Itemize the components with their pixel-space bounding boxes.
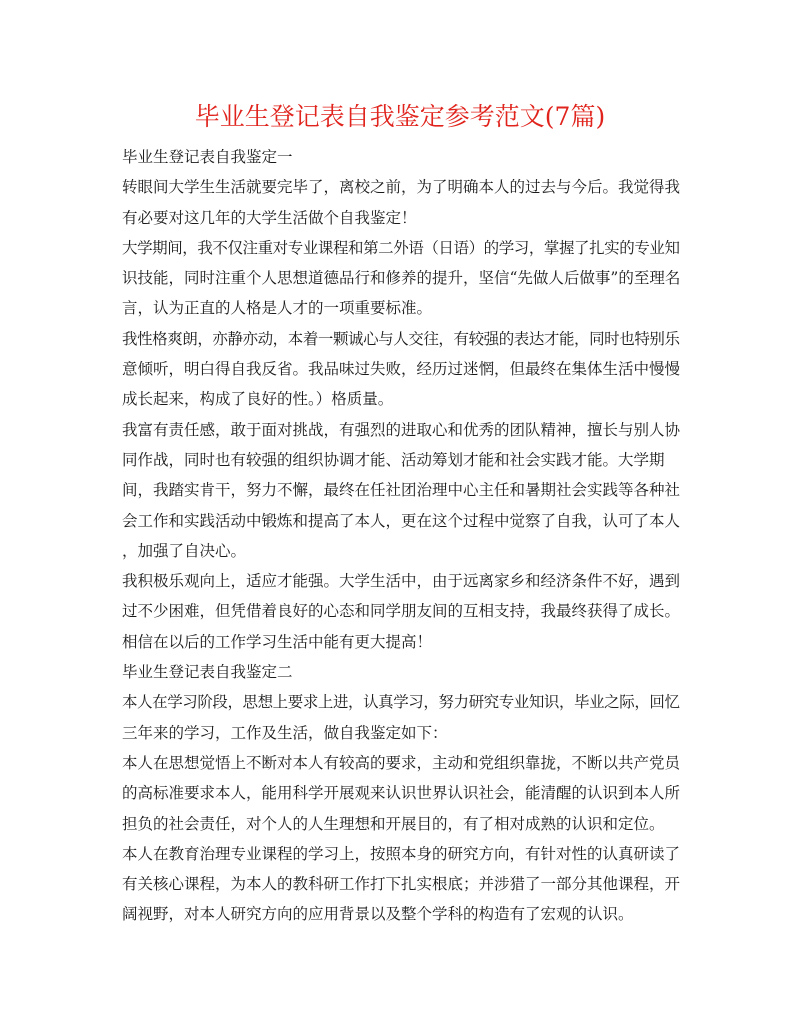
text-line: 担负的社会责任，对个人的人生理想和开展目的，有了相对成熟的认识和定位。: [122, 814, 665, 833]
paragraph: [122, 748, 680, 839]
text-line: 的高标准要求本人，能用科学开展观来认识世界认识社会，能清醒的认识到本人所: [122, 784, 681, 803]
text-line: 本人在学习阶段，思想上要求上进，认真学习，努力研究专业知识，毕业之际，回忆: [122, 693, 680, 712]
text-line: 会工作和实践活动中锻炼和提高了本人，更在这个过程中觉察了自我，认可了本人: [122, 511, 681, 530]
document-title: 毕业生登记表自我鉴定参考范文(7篇): [194, 102, 606, 131]
paragraph: [122, 415, 680, 566]
text-line: 本人在思想觉悟上不断对本人有较高的要求，主动和党组织靠拢，不断以共产党员: [122, 753, 681, 772]
text-line: 阔视野，对本人研究方向的应用背景以及整个学科的构造有了宏观的认识。: [122, 905, 634, 924]
text-line: 同作战，同时也有较强的组织协调才能、活动筹划才能和社会实践才能。大学期: [122, 450, 665, 469]
paragraph: [122, 687, 680, 748]
text-line: 有必要对这几年的大学生活做个自我鉴定！: [122, 208, 417, 227]
text-line: 我积极乐观向上，适应才能强。大学生活中，由于远离家乡和经济条件不好，遇到: [122, 572, 681, 591]
text-line: 三年来的学习，工作及生活，做自我鉴定如下：: [122, 723, 448, 742]
text-line: 本人在教育治理专业课程的学习上，按照本身的研究方向，有针对性的认真研读了: [122, 844, 681, 863]
text-line: 识技能，同时注重个人思想道德品行和修养的提升，坚信“先做人后做事”的至理名: [122, 269, 681, 288]
paragraph: [122, 839, 680, 930]
text-line: 言，认为正直的人格是人才的一项重要标准。: [122, 299, 433, 318]
paragraph: [122, 233, 680, 324]
text-line: 我富有责任感，敢于面对挑战，有强烈的进取心和优秀的团队精神，擅长与别人协: [122, 420, 681, 439]
text-line: 意倾听，明白得自我反省。我品味过失败，经历过迷惘，但最终在集体生活中慢慢: [122, 360, 681, 379]
text-line: 我性格爽朗，亦静亦动，本着一颗诚心与人交往，有较强的表达才能，同时也特别乐: [122, 329, 680, 348]
text-line: 转眼间大学生生活就要完毕了，离校之前，为了明确本人的过去与今后。我觉得我: [122, 178, 681, 197]
text-line: 相信在以后的工作学习生活中能有更大提高！: [122, 632, 433, 651]
text-line: 间，我踏实肯干，努力不懈，最终在任社团治理中心主任和暑期社会实践等各种社: [122, 481, 681, 500]
paragraph: [122, 172, 680, 233]
section-heading: [122, 142, 680, 172]
paragraph: [122, 324, 680, 415]
text-line: 毕业生登记表自我鉴定一: [122, 148, 293, 166]
document-body: [122, 142, 680, 930]
paragraph: [122, 566, 680, 657]
text-line: 毕业生登记表自我鉴定二: [122, 663, 293, 682]
section-heading: [122, 657, 680, 687]
text-line: ，加强了自决心。: [122, 541, 247, 560]
text-line: 过不少困难，但凭借着良好的心态和同学朋友间的互相支持，我最终获得了成长。: [122, 602, 681, 621]
text-line: 大学期间，我不仅注重对专业课程和第二外语（日语）的学习，掌握了扎实的专业知: [122, 238, 680, 257]
text-line: 有关核心课程，为本人的教科研工作打下扎实根底；并涉猎了一部分其他课程，开: [122, 875, 681, 894]
text-line: 成长起来，构成了良好的性。）格质量。: [122, 390, 394, 409]
